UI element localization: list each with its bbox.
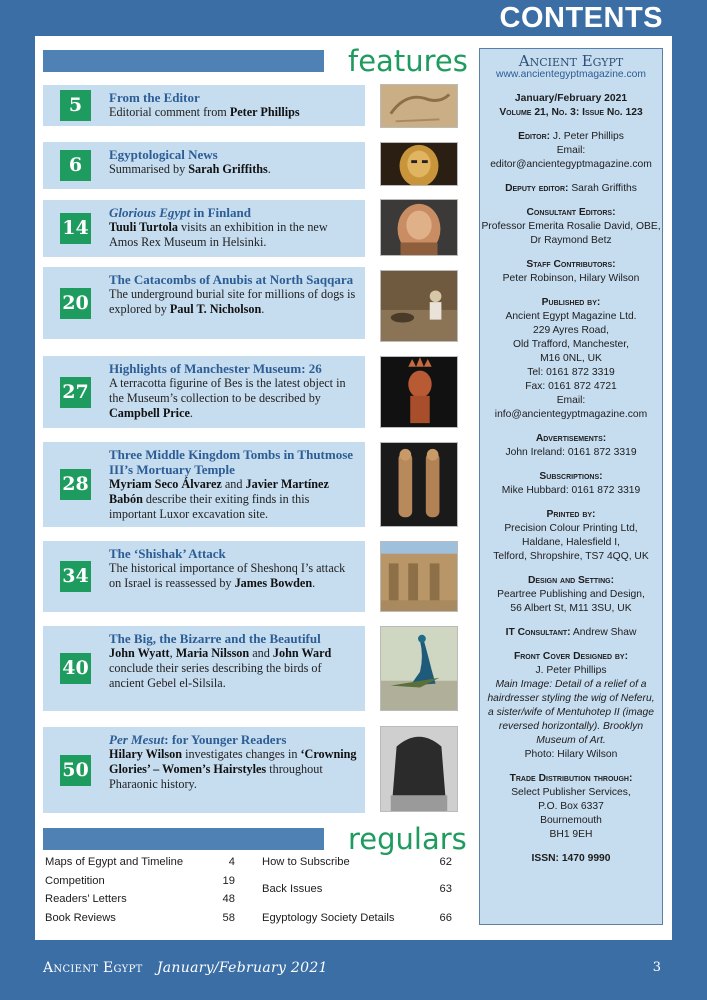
feature-title[interactable] (109, 732, 359, 747)
credit-block (480, 650, 662, 762)
credit-line: John Ireland: 0161 872 3319 (505, 447, 637, 458)
credit-title: Subscriptions: (539, 471, 603, 482)
regular-label: How to Subscribe (262, 856, 350, 868)
feature-author: Sarah Griffiths (188, 162, 268, 176)
credit-heading (480, 626, 662, 640)
feature-author: Maria Nilsson (175, 646, 250, 660)
feature-description-text: and (249, 646, 273, 660)
feature-description (109, 477, 329, 521)
credit-line-italic: Museum of Art. (536, 735, 606, 746)
feature-title-text: Highlights of Manchester Museum: 26 (109, 361, 322, 376)
credit-title: Consultant Editors: (526, 207, 616, 218)
credit-block (480, 296, 662, 422)
thumb-catacombs (380, 270, 458, 342)
issue-date: January/February 2021 (514, 93, 628, 104)
feature-description-text: The historical importance of Sheshonq I’s attack on Israel is reassessed by (109, 561, 346, 590)
feature-title[interactable] (109, 90, 359, 105)
feature-text (109, 546, 359, 591)
feature-title-text: Three Middle Kingdom Tombs in Thutmose III’s Mortuary Temple (109, 447, 354, 477)
thumb-hairstyles (380, 726, 458, 812)
credit-line: Dr Raymond Betz (530, 235, 612, 246)
credit-line: Select Publisher Services, (511, 787, 631, 798)
credit-block (480, 432, 662, 460)
credit-line: Tel: 0161 872 3319 (527, 367, 615, 378)
credit-title: Deputy editor: (505, 183, 569, 194)
credit-line: Bournemouth (540, 815, 602, 826)
feature-author: Peter Phillips (229, 105, 300, 119)
feature-page-number: 28 (60, 469, 91, 500)
masthead-url[interactable]: www.ancientegyptmagazine.com (496, 69, 646, 80)
feature-description-text: visits an exhibition in the new Amos Rex Museum in Helsinki. (109, 220, 328, 249)
feature-title-text: in Finland (190, 205, 251, 220)
feature-text (109, 90, 359, 120)
regular-page: 19 (222, 875, 235, 887)
regular-label: Maps of Egypt and Timeline (45, 856, 184, 868)
regular-page: 66 (439, 912, 452, 924)
feature-text (109, 732, 359, 792)
masthead-sidebar (479, 48, 663, 925)
feature-description-text: . (261, 302, 265, 316)
masthead-credits (480, 130, 662, 842)
credit-heading (480, 130, 662, 144)
credit-title: Staff Contributors: (526, 259, 616, 270)
feature-description-text: Summarised by (109, 162, 189, 176)
feature-page-number: 27 (60, 377, 91, 408)
credit-name: Andrew Shaw (570, 627, 637, 638)
feature-author: Hilary Wilson (109, 747, 183, 761)
credit-line: Haldane, Halesfield I, (522, 537, 620, 548)
feature-item[interactable] (43, 626, 365, 711)
feature-description-text: . (189, 406, 193, 420)
credit-line-italic: Main Image: Detail of a relief of a (495, 679, 647, 690)
credit-title: Trade Distribution through: (509, 773, 633, 784)
feature-title[interactable] (109, 447, 359, 477)
feature-description-text: , (169, 646, 176, 660)
credit-heading (480, 206, 662, 220)
credit-title: Printed by: (546, 509, 596, 520)
credit-line-italic: hairdresser styling the wig of Neferu, (487, 693, 655, 704)
feature-description (109, 646, 331, 690)
regular-page: 62 (439, 856, 452, 868)
feature-title-text: The Catacombs of Anubis at North Saqqara (109, 272, 354, 287)
footer-date: January/February 2021 (156, 960, 328, 976)
credit-line: 229 Ayres Road, (533, 325, 609, 336)
footer-magazine: Ancient Egypt (43, 960, 143, 976)
credit-line: BH1 9EH (549, 829, 593, 840)
credit-heading (480, 296, 662, 310)
regular-page: 63 (439, 883, 452, 895)
regular-label: Egyptology Society Details (262, 912, 395, 924)
thumb-bes (380, 356, 458, 428)
credit-heading (480, 432, 662, 446)
thumb-finland (380, 199, 458, 256)
regular-label: Competition (45, 875, 105, 887)
feature-text (109, 205, 359, 250)
credit-title: Published by: (541, 297, 601, 308)
feature-title[interactable] (109, 546, 359, 561)
feature-description (109, 105, 300, 119)
feature-text (109, 147, 359, 177)
credit-line: Precision Colour Printing Ltd, (504, 523, 638, 534)
feature-description-text: throughout Pharaonic history. (109, 762, 323, 791)
credit-heading (480, 508, 662, 522)
contents-title: CONTENTS (499, 2, 663, 34)
feature-title-italic: Per Mesut (109, 732, 165, 747)
feature-title[interactable] (109, 272, 359, 287)
thumb-news (380, 142, 458, 186)
feature-author: Campbell Price (109, 406, 190, 420)
regulars-heading: regulars (348, 822, 467, 856)
credit-title: Advertisements: (535, 433, 607, 444)
credit-block (480, 258, 662, 286)
credit-line: Peartree Publishing and Design, (497, 589, 645, 600)
feature-title-italic: Glorious Egypt (109, 205, 191, 220)
feature-description-text: A terracotta figurine of Bes is the latest object in the Museum’s collection to be described by (109, 376, 346, 405)
feature-description (109, 747, 356, 791)
feature-page-number: 50 (60, 755, 91, 786)
credit-heading (480, 182, 662, 196)
regular-item[interactable] (45, 856, 235, 871)
credit-block (480, 182, 662, 196)
credit-line: Photo: Hilary Wilson (524, 749, 618, 760)
credit-name: J. Peter Phillips (550, 131, 624, 142)
feature-description-text: describe their exiting finds in this important Luxor excavation site. (109, 492, 310, 521)
thumb-shishak (380, 541, 458, 612)
credit-block (480, 772, 662, 842)
feature-title[interactable] (109, 147, 359, 162)
feature-text (109, 447, 359, 522)
feature-author: John Wyatt (109, 646, 170, 660)
credit-heading (480, 470, 662, 484)
credit-heading (480, 772, 662, 786)
feature-description-text: . (267, 162, 271, 176)
credit-block (480, 574, 662, 616)
feature-description-text: . (312, 576, 316, 590)
credit-line: 56 Albert St, M11 3SU, UK (510, 603, 632, 614)
credit-line: M16 0NL, UK (540, 353, 602, 364)
regular-item[interactable] (262, 912, 452, 927)
feature-author: John Ward (272, 646, 332, 660)
credit-block (480, 206, 662, 248)
feature-description-text: The underground burial site for millions of dogs is explored by (109, 287, 356, 316)
footer-masthead (43, 960, 328, 976)
feature-author: Myriam Seco Álvarez (109, 477, 222, 491)
feature-item[interactable] (43, 442, 365, 527)
feature-item[interactable] (43, 267, 365, 339)
credit-line: J. Peter Phillips (535, 665, 607, 676)
credit-line-italic: a sister/wife of Mentuhotep II (image (488, 707, 654, 718)
credit-block (480, 470, 662, 498)
footer-page-number: 3 (652, 960, 661, 975)
feature-title-text: From the Editor (109, 90, 200, 105)
credit-block (480, 508, 662, 564)
regular-page: 4 (228, 856, 235, 868)
regular-page: 58 (222, 912, 235, 924)
feature-page-number: 6 (60, 150, 91, 181)
feature-item[interactable] (43, 541, 365, 612)
feature-description-text: and (221, 477, 246, 491)
feature-author: Javier Martínez Babón (109, 477, 329, 506)
credit-heading (480, 258, 662, 272)
credit-line: P.O. Box 6337 (538, 801, 604, 812)
features-heading: features (348, 44, 468, 78)
credit-title: Design and Setting: (527, 575, 615, 586)
regular-item[interactable] (45, 912, 235, 927)
feature-page-number: 5 (60, 90, 91, 121)
feature-text (109, 631, 359, 691)
regular-item[interactable] (45, 893, 235, 908)
credit-block (480, 130, 662, 172)
credit-line: Ancient Egypt Magazine Ltd. (505, 311, 637, 322)
feature-item[interactable] (43, 142, 365, 189)
regular-page: 48 (222, 893, 235, 905)
feature-text (109, 272, 359, 317)
feature-title-text: The ‘Shishak’ Attack (109, 546, 226, 561)
feature-description-text: investigates changes in (182, 747, 301, 761)
feature-item[interactable] (43, 85, 365, 126)
feature-page-number: 34 (60, 561, 91, 592)
feature-description-text: conclude their series describing the birds of ancient Gebel el-Silsila. (109, 661, 322, 690)
feature-item[interactable] (43, 727, 365, 813)
credit-heading (480, 574, 662, 588)
feature-author: Paul T. Nicholson (169, 302, 262, 316)
credit-block (480, 626, 662, 640)
feature-description-text: Editorial comment from (109, 105, 230, 119)
regular-item[interactable] (262, 856, 452, 871)
credit-name: Sarah Griffiths (568, 183, 637, 194)
feature-title-text: Egyptological News (109, 147, 218, 162)
credit-title: Editor: (518, 131, 551, 142)
credit-title: IT Consultant: (505, 627, 571, 638)
feature-item[interactable] (43, 200, 365, 257)
feature-title[interactable] (109, 205, 359, 220)
regular-label: Book Reviews (45, 912, 116, 924)
credit-line: Email: info@ancientegyptmagazine.com (494, 395, 648, 420)
feature-description (109, 162, 271, 176)
feature-page-number: 14 (60, 213, 91, 244)
credit-line: Mike Hubbard: 0161 872 3319 (501, 485, 641, 496)
feature-author: ‘Crowning Glories’ – Women’s Hairstyles (109, 747, 357, 776)
thumb-birds (380, 626, 458, 711)
feature-item[interactable] (43, 356, 365, 428)
feature-title[interactable] (109, 361, 359, 376)
regular-item[interactable] (45, 875, 235, 890)
feature-page-number: 20 (60, 288, 91, 319)
thumb-tombs (380, 442, 458, 527)
credit-line: Telford, Shropshire, TS7 4QQ, UK (493, 551, 649, 562)
feature-text (109, 361, 359, 421)
credit-line: Email: editor@ancientegyptmagazine.com (490, 145, 652, 170)
feature-description (109, 220, 328, 249)
regular-label: Back Issues (262, 883, 323, 895)
credit-line: Peter Robinson, Hilary Wilson (502, 273, 640, 284)
thumb-editor (380, 84, 458, 128)
regulars-bar (43, 828, 324, 850)
credit-line: Professor Emerita Rosalie David, OBE, (481, 221, 661, 232)
feature-author: Tuuli Turtola (109, 220, 178, 234)
regular-label: Readers’ Letters (45, 893, 127, 905)
features-bar (43, 50, 324, 72)
issue-volume: Volume 21, No. 3: Issue No. 123 (499, 107, 643, 118)
masthead-magazine-name: Ancient Egypt (518, 52, 624, 70)
feature-title-text: The Big, the Bizarre and the Beautiful (109, 631, 321, 646)
regular-item[interactable] (262, 883, 452, 898)
feature-title-text: : for Younger Readers (164, 732, 287, 747)
issn: ISSN: 1470 9990 (531, 853, 611, 864)
feature-page-number: 40 (60, 653, 91, 684)
credit-line: Old Trafford, Manchester, (513, 339, 629, 350)
feature-description (109, 561, 345, 590)
credit-title: Front Cover Designed by: (513, 651, 629, 662)
credit-line-italic: reversed horizontally). Brooklyn (498, 721, 644, 732)
feature-description (109, 376, 346, 420)
feature-title[interactable] (109, 631, 359, 646)
feature-description (109, 287, 355, 316)
credit-heading (480, 650, 662, 664)
feature-author: James Bowden (234, 576, 313, 590)
credit-line: Fax: 0161 872 4721 (525, 381, 617, 392)
